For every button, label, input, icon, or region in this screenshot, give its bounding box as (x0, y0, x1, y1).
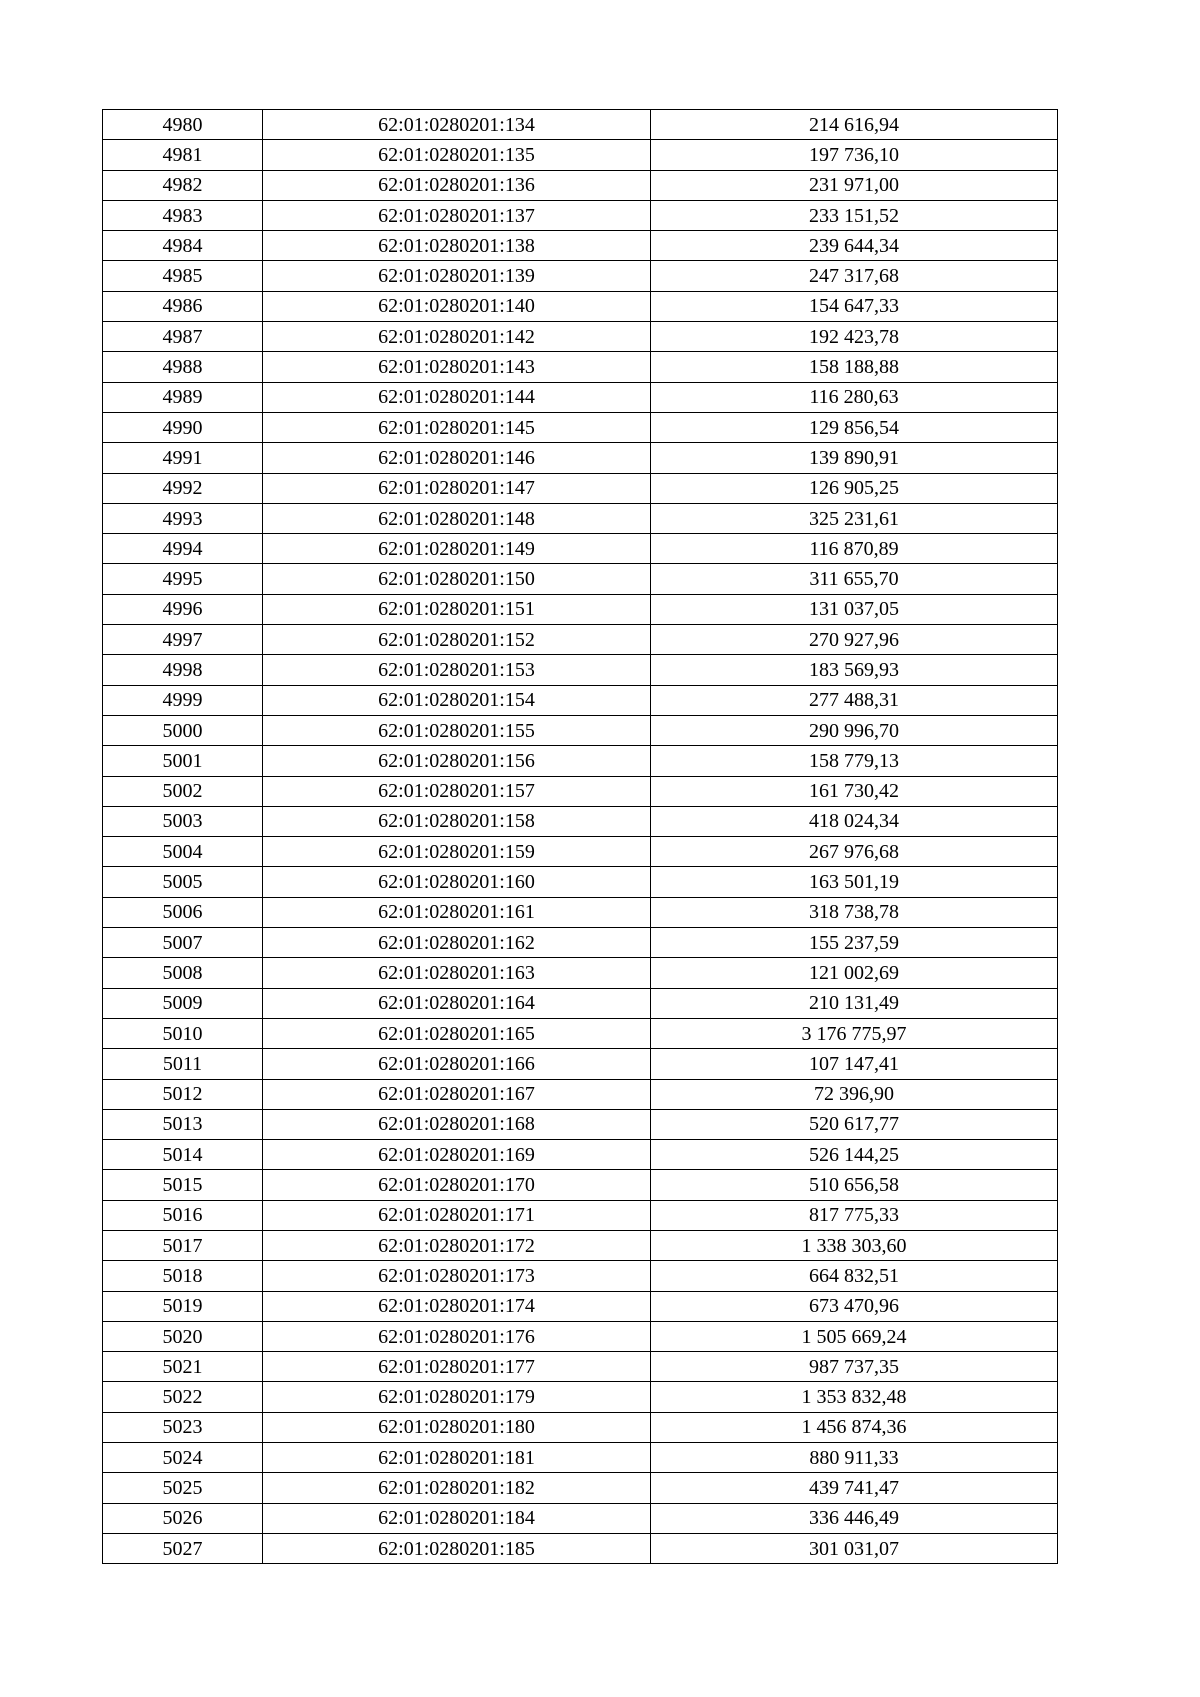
table-row (103, 261, 1058, 291)
cadastral-number-cell: 62:01:0280201:135 (263, 140, 651, 170)
table-row (103, 1443, 1058, 1473)
cadastral-number-cell: 62:01:0280201:159 (263, 837, 651, 867)
row-number-cell: 5018 (103, 1261, 263, 1291)
row-number-cell: 4997 (103, 625, 263, 655)
cadastral-value-cell: 510 656,58 (651, 1170, 1058, 1200)
cadastral-value-cell: 1 353 832,48 (651, 1382, 1058, 1412)
cadastral-number-cell: 62:01:0280201:164 (263, 988, 651, 1018)
table-row (103, 564, 1058, 594)
row-number-cell: 4992 (103, 473, 263, 503)
cadastral-number-cell: 62:01:0280201:146 (263, 443, 651, 473)
table-row (103, 412, 1058, 442)
cadastral-number-cell: 62:01:0280201:162 (263, 928, 651, 958)
cadastral-value-cell: 233 151,52 (651, 200, 1058, 230)
cadastral-number-cell: 62:01:0280201:165 (263, 1018, 651, 1048)
cadastral-value-cell: 987 737,35 (651, 1352, 1058, 1382)
cadastral-value-cell: 1 456 874,36 (651, 1412, 1058, 1442)
row-number-cell: 5013 (103, 1109, 263, 1139)
row-number-cell: 5001 (103, 746, 263, 776)
table-row (103, 1352, 1058, 1382)
cadastral-value-table (102, 109, 1058, 1564)
row-number-cell: 4998 (103, 655, 263, 685)
row-number-cell: 5003 (103, 806, 263, 836)
row-number-cell: 4987 (103, 322, 263, 352)
table-row (103, 473, 1058, 503)
cadastral-number-cell: 62:01:0280201:155 (263, 715, 651, 745)
row-number-cell: 5027 (103, 1533, 263, 1563)
table-row (103, 503, 1058, 533)
cadastral-value-cell: 107 147,41 (651, 1049, 1058, 1079)
cadastral-number-cell: 62:01:0280201:160 (263, 867, 651, 897)
cadastral-number-cell: 62:01:0280201:167 (263, 1079, 651, 1109)
cadastral-value-cell: 1 505 669,24 (651, 1321, 1058, 1351)
row-number-cell: 5008 (103, 958, 263, 988)
table-row (103, 988, 1058, 1018)
table-row (103, 291, 1058, 321)
cadastral-number-cell: 62:01:0280201:143 (263, 352, 651, 382)
cadastral-value-cell: 439 741,47 (651, 1473, 1058, 1503)
table-row (103, 928, 1058, 958)
cadastral-value-cell: 163 501,19 (651, 867, 1058, 897)
table-row (103, 200, 1058, 230)
row-number-cell: 4995 (103, 564, 263, 594)
cadastral-value-cell: 131 037,05 (651, 594, 1058, 624)
cadastral-number-cell: 62:01:0280201:137 (263, 200, 651, 230)
cadastral-number-cell: 62:01:0280201:158 (263, 806, 651, 836)
table-row (103, 776, 1058, 806)
table-row (103, 352, 1058, 382)
row-number-cell: 4984 (103, 231, 263, 261)
cadastral-number-cell: 62:01:0280201:177 (263, 1352, 651, 1382)
cadastral-value-cell: 418 024,34 (651, 806, 1058, 836)
cadastral-number-cell: 62:01:0280201:173 (263, 1261, 651, 1291)
table-row (103, 443, 1058, 473)
table-body (103, 110, 1058, 1564)
table-row (103, 231, 1058, 261)
table-row (103, 837, 1058, 867)
cadastral-value-cell: 318 738,78 (651, 897, 1058, 927)
cadastral-number-cell: 62:01:0280201:163 (263, 958, 651, 988)
row-number-cell: 5026 (103, 1503, 263, 1533)
row-number-cell: 5017 (103, 1230, 263, 1260)
row-number-cell: 5016 (103, 1200, 263, 1230)
row-number-cell: 5007 (103, 928, 263, 958)
cadastral-value-cell: 1 338 303,60 (651, 1230, 1058, 1260)
row-number-cell: 4986 (103, 291, 263, 321)
row-number-cell: 5020 (103, 1321, 263, 1351)
cadastral-number-cell: 62:01:0280201:136 (263, 170, 651, 200)
table-row (103, 958, 1058, 988)
row-number-cell: 4993 (103, 503, 263, 533)
cadastral-number-cell: 62:01:0280201:149 (263, 534, 651, 564)
cadastral-number-cell: 62:01:0280201:185 (263, 1533, 651, 1563)
table-row (103, 806, 1058, 836)
cadastral-number-cell: 62:01:0280201:174 (263, 1291, 651, 1321)
cadastral-value-cell: 161 730,42 (651, 776, 1058, 806)
table-row (103, 1200, 1058, 1230)
table-row (103, 1503, 1058, 1533)
cadastral-value-cell: 277 488,31 (651, 685, 1058, 715)
cadastral-value-cell: 267 976,68 (651, 837, 1058, 867)
cadastral-number-cell: 62:01:0280201:152 (263, 625, 651, 655)
cadastral-number-cell: 62:01:0280201:172 (263, 1230, 651, 1260)
cadastral-number-cell: 62:01:0280201:180 (263, 1412, 651, 1442)
cadastral-value-cell: 673 470,96 (651, 1291, 1058, 1321)
row-number-cell: 5015 (103, 1170, 263, 1200)
cadastral-number-cell: 62:01:0280201:144 (263, 382, 651, 412)
cadastral-value-cell: 664 832,51 (651, 1261, 1058, 1291)
cadastral-number-cell: 62:01:0280201:142 (263, 322, 651, 352)
cadastral-number-cell: 62:01:0280201:166 (263, 1049, 651, 1079)
cadastral-number-cell: 62:01:0280201:170 (263, 1170, 651, 1200)
cadastral-value-cell: 325 231,61 (651, 503, 1058, 533)
cadastral-number-cell: 62:01:0280201:150 (263, 564, 651, 594)
cadastral-number-cell: 62:01:0280201:145 (263, 412, 651, 442)
cadastral-value-cell: 158 188,88 (651, 352, 1058, 382)
row-number-cell: 5006 (103, 897, 263, 927)
row-number-cell: 4982 (103, 170, 263, 200)
cadastral-number-cell: 62:01:0280201:184 (263, 1503, 651, 1533)
cadastral-value-cell: 158 779,13 (651, 746, 1058, 776)
table-row (103, 1473, 1058, 1503)
row-number-cell: 5021 (103, 1352, 263, 1382)
row-number-cell: 4985 (103, 261, 263, 291)
cadastral-number-cell: 62:01:0280201:171 (263, 1200, 651, 1230)
row-number-cell: 5004 (103, 837, 263, 867)
row-number-cell: 5019 (103, 1291, 263, 1321)
cadastral-value-cell: 154 647,33 (651, 291, 1058, 321)
cadastral-number-cell: 62:01:0280201:176 (263, 1321, 651, 1351)
cadastral-number-cell: 62:01:0280201:154 (263, 685, 651, 715)
row-number-cell: 5011 (103, 1049, 263, 1079)
table-row (103, 625, 1058, 655)
row-number-cell: 4994 (103, 534, 263, 564)
cadastral-value-cell: 197 736,10 (651, 140, 1058, 170)
row-number-cell: 4991 (103, 443, 263, 473)
cadastral-number-cell: 62:01:0280201:151 (263, 594, 651, 624)
cadastral-number-cell: 62:01:0280201:168 (263, 1109, 651, 1139)
table-row (103, 1321, 1058, 1351)
row-number-cell: 4990 (103, 412, 263, 442)
row-number-cell: 5010 (103, 1018, 263, 1048)
table-row (103, 1412, 1058, 1442)
row-number-cell: 5022 (103, 1382, 263, 1412)
table-row (103, 1018, 1058, 1048)
table-row (103, 897, 1058, 927)
cadastral-value-cell: 210 131,49 (651, 988, 1058, 1018)
table-row (103, 1261, 1058, 1291)
cadastral-value-cell: 301 031,07 (651, 1533, 1058, 1563)
row-number-cell: 4999 (103, 685, 263, 715)
row-number-cell: 5024 (103, 1443, 263, 1473)
table-row (103, 1382, 1058, 1412)
cadastral-value-cell: 155 237,59 (651, 928, 1058, 958)
cadastral-number-cell: 62:01:0280201:161 (263, 897, 651, 927)
cadastral-number-cell: 62:01:0280201:156 (263, 746, 651, 776)
table-row (103, 867, 1058, 897)
table-row (103, 1291, 1058, 1321)
table-row (103, 1140, 1058, 1170)
row-number-cell: 5002 (103, 776, 263, 806)
cadastral-number-cell: 62:01:0280201:138 (263, 231, 651, 261)
cadastral-value-cell: 290 996,70 (651, 715, 1058, 745)
cadastral-value-cell: 72 396,90 (651, 1079, 1058, 1109)
cadastral-value-cell: 270 927,96 (651, 625, 1058, 655)
table-row (103, 140, 1058, 170)
table-row (103, 655, 1058, 685)
table-row (103, 534, 1058, 564)
table-row (103, 110, 1058, 140)
cadastral-number-cell: 62:01:0280201:179 (263, 1382, 651, 1412)
cadastral-value-cell: 880 911,33 (651, 1443, 1058, 1473)
cadastral-value-cell: 129 856,54 (651, 412, 1058, 442)
cadastral-number-cell: 62:01:0280201:169 (263, 1140, 651, 1170)
cadastral-number-cell: 62:01:0280201:153 (263, 655, 651, 685)
table-row (103, 1533, 1058, 1563)
cadastral-value-cell: 247 317,68 (651, 261, 1058, 291)
table-row (103, 1109, 1058, 1139)
cadastral-value-cell: 336 446,49 (651, 1503, 1058, 1533)
table-row (103, 1079, 1058, 1109)
table-row (103, 746, 1058, 776)
cadastral-value-cell: 126 905,25 (651, 473, 1058, 503)
row-number-cell: 5009 (103, 988, 263, 1018)
cadastral-value-cell: 817 775,33 (651, 1200, 1058, 1230)
row-number-cell: 4988 (103, 352, 263, 382)
table-row (103, 1230, 1058, 1260)
row-number-cell: 5005 (103, 867, 263, 897)
cadastral-value-cell: 231 971,00 (651, 170, 1058, 200)
row-number-cell: 4996 (103, 594, 263, 624)
cadastral-number-cell: 62:01:0280201:157 (263, 776, 651, 806)
cadastral-value-cell: 116 870,89 (651, 534, 1058, 564)
cadastral-number-cell: 62:01:0280201:148 (263, 503, 651, 533)
cadastral-number-cell: 62:01:0280201:182 (263, 1473, 651, 1503)
table-row (103, 382, 1058, 412)
cadastral-number-cell: 62:01:0280201:139 (263, 261, 651, 291)
cadastral-number-cell: 62:01:0280201:140 (263, 291, 651, 321)
row-number-cell: 5014 (103, 1140, 263, 1170)
cadastral-value-cell: 3 176 775,97 (651, 1018, 1058, 1048)
cadastral-number-cell: 62:01:0280201:134 (263, 110, 651, 140)
row-number-cell: 4980 (103, 110, 263, 140)
cadastral-number-cell: 62:01:0280201:181 (263, 1443, 651, 1473)
cadastral-value-cell: 116 280,63 (651, 382, 1058, 412)
cadastral-number-cell: 62:01:0280201:147 (263, 473, 651, 503)
row-number-cell: 4983 (103, 200, 263, 230)
table-row (103, 685, 1058, 715)
row-number-cell: 4989 (103, 382, 263, 412)
row-number-cell: 5023 (103, 1412, 263, 1442)
cadastral-value-cell: 214 616,94 (651, 110, 1058, 140)
row-number-cell: 5025 (103, 1473, 263, 1503)
table-row (103, 594, 1058, 624)
table-row (103, 1170, 1058, 1200)
row-number-cell: 5012 (103, 1079, 263, 1109)
table-row (103, 1049, 1058, 1079)
cadastral-value-cell: 121 002,69 (651, 958, 1058, 988)
cadastral-value-cell: 139 890,91 (651, 443, 1058, 473)
cadastral-value-cell: 526 144,25 (651, 1140, 1058, 1170)
row-number-cell: 5000 (103, 715, 263, 745)
cadastral-value-cell: 311 655,70 (651, 564, 1058, 594)
cadastral-value-cell: 192 423,78 (651, 322, 1058, 352)
cadastral-value-cell: 520 617,77 (651, 1109, 1058, 1139)
row-number-cell: 4981 (103, 140, 263, 170)
table-row (103, 322, 1058, 352)
cadastral-value-cell: 239 644,34 (651, 231, 1058, 261)
table-row (103, 715, 1058, 745)
table-row (103, 170, 1058, 200)
cadastral-value-cell: 183 569,93 (651, 655, 1058, 685)
